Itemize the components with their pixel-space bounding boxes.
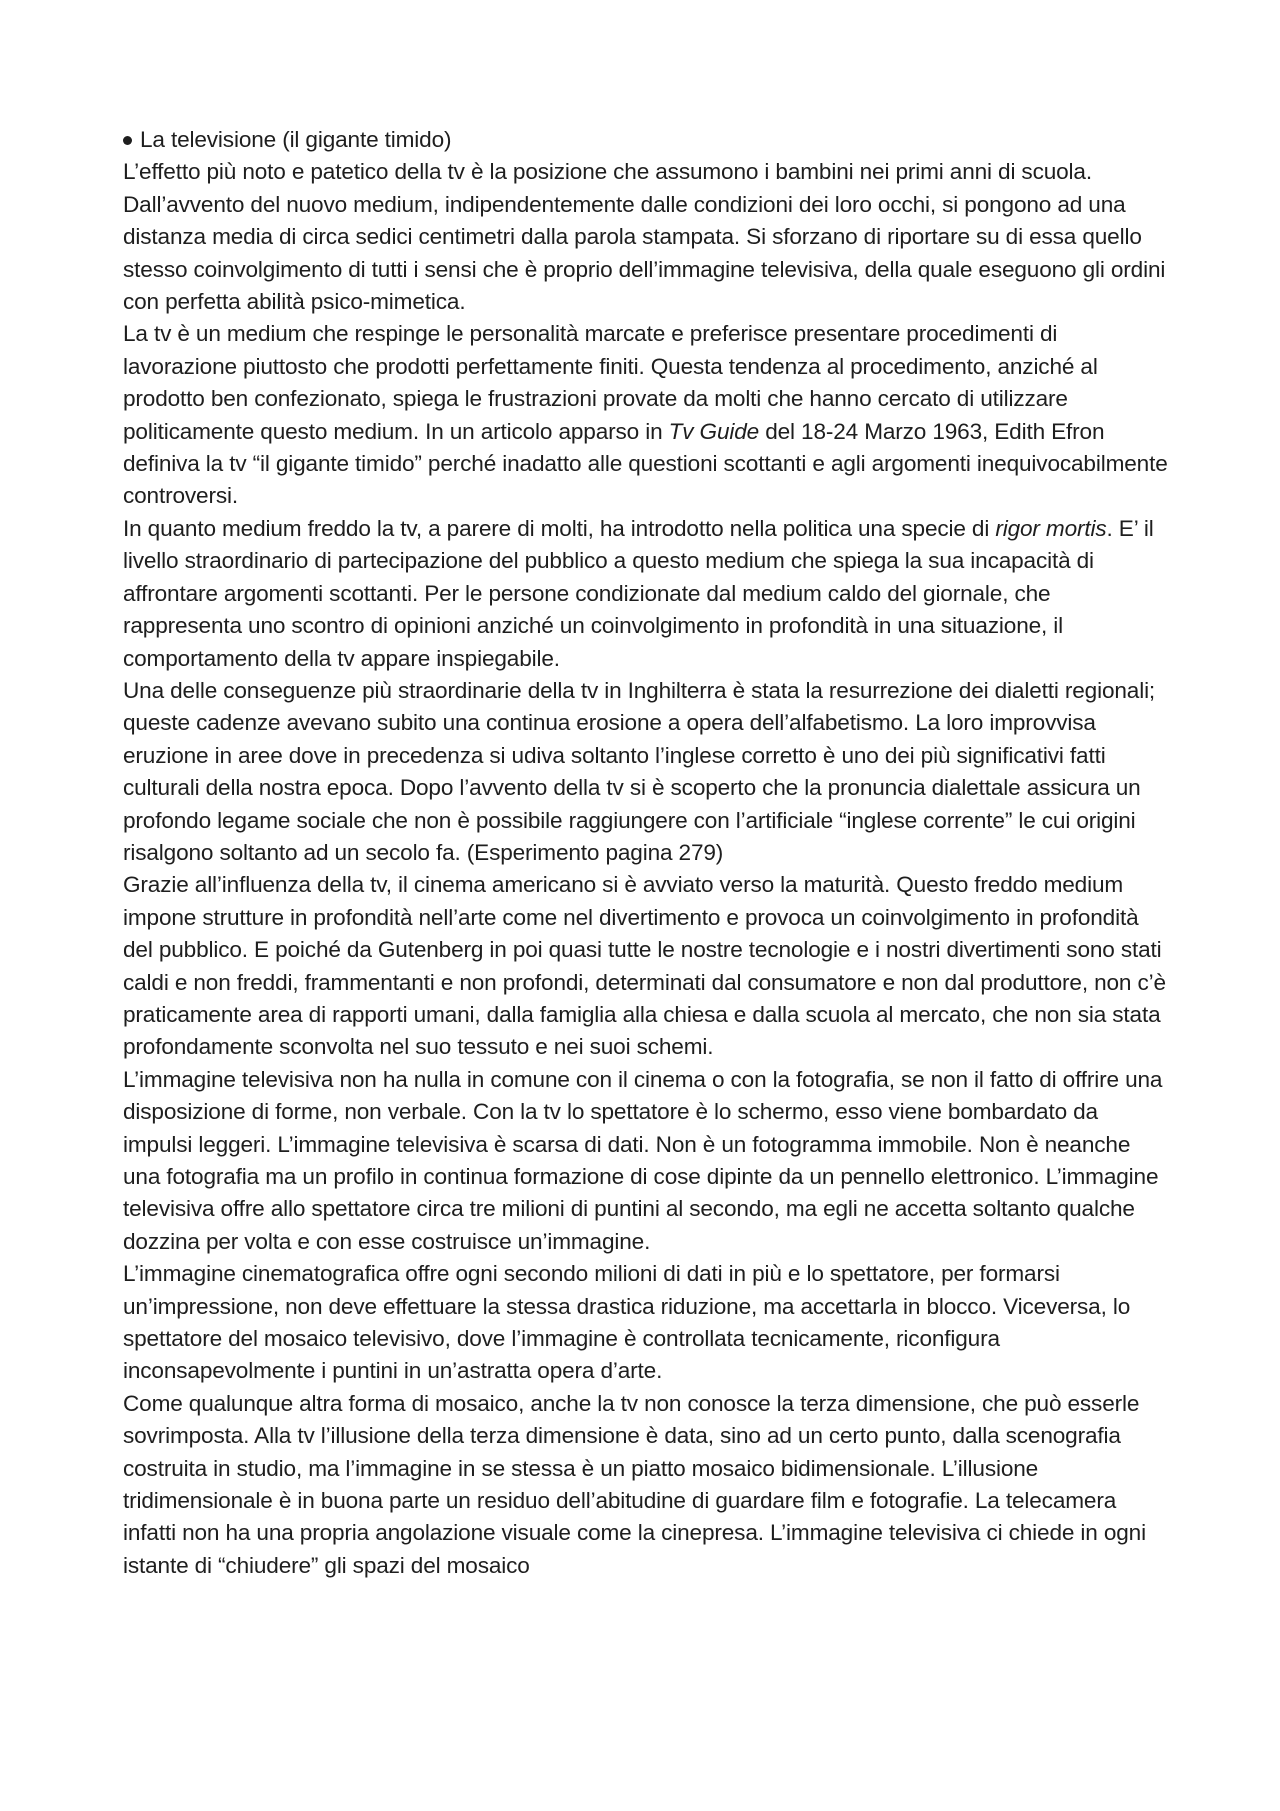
paragraph-2 (123, 318, 1171, 512)
bullet-icon (123, 136, 132, 145)
paragraph-2-text-b: del 18-24 Marzo 1963, Edith Efron definiva la tv “il gigante timido” perché inadatto alle questioni scottanti e agli argomenti inequivocabilmente controversi. (123, 418, 1168, 509)
paragraph-3-text-a: In quanto medium freddo la tv, a parere di molti, ha introdotto nella politica una specie di (123, 515, 996, 541)
paragraph-7: L’immagine cinematografica offre ogni secondo milioni di dati in più e lo spettatore, per formarsi un’impressione, non deve effettuare la stessa drastica riduzione, ma accettarla in blocco. Viceversa, lo spettatore del mosaico televisivo, dove l’immagine è controllata tecnicamente, riconfigura inconsapevolmente i puntini in un’astratta opera d’arte. (123, 1261, 1131, 1384)
paragraph-5: Grazie all’influenza della tv, il cinema americano si è avviato verso la maturità. Questo freddo medium impone strutture in profondità nell’arte come nel divertimento e provoca un coinvolgimento in profondità del pubblico. E poiché da Gutenberg in poi quasi tutte le nostre tecnologie e i nostri divertimenti sono stati caldi e non freddi, frammentanti e non profondi, determinati dal consumatore e non dal produttore, non c’è praticamente area di rapporti umani, dalla famiglia alla chiesa e dalla scuola al mercato, che non sia stata profondamente sconvolta nel suo tessuto e nei suoi schemi. (123, 872, 1166, 1060)
section-heading (123, 124, 1171, 156)
document-page (123, 124, 1171, 1582)
paragraph-3-text-b: . E’ il livello straordinario di partecipazione del pubblico a questo medium che spiega la sua incapacità di affrontare argomenti scottanti. Per le persone condizionate dal medium caldo del giornale, che rappresenta uno scontro di opinioni anziché un coinvolgimento in profondità in una situazione, il comportamento della tv appare inspiegabile. (123, 515, 1154, 671)
section-heading-text: La televisione (il gigante timido) (140, 127, 452, 152)
paragraph-1: L’effetto più noto e patetico della tv è la posizione che assumono i bambini nei primi anni di scuola. Dall’avvento del nuovo medium, indipendentemente dalle condizioni dei loro occhi, si pongono ad una distanza media di circa sedici centimetri dalla parola stampata. Si sforzano di riportare su di essa quello stesso coinvolgimento di tutti i sensi che è proprio dell’immagine televisiva, della quale eseguono gli ordini con perfetta abilità psico-mimetica. (123, 159, 1166, 315)
paragraph-2-text-a: La tv è un medium che respinge le personalità marcate e preferisce presentare procedimenti di lavorazione piuttosto che prodotti perfettamente finiti. Questa tendenza al procedimento, anziché al prodotto ben confezionato, spiega le frustrazioni provate da molti che hanno cercato di utilizzare politicamente questo medium. In un articolo apparso in (123, 321, 1098, 444)
paragraph-4: Una delle conseguenze più straordinarie della tv in Inghilterra è stata la resurrezione dei dialetti regionali; queste cadenze avevano subito una continua erosione a opera dell’alfabetismo. La loro improvvisa eruzione in aree dove in precedenza si udiva soltanto l’inglese corretto è uno dei più significativi fatti culturali della nostra epoca. Dopo l’avvento della tv si è scoperto che la pronuncia dialettale assicura un profondo legame sociale che non è possibile raggiungere con l’artificiale “inglese corrente” le cui origini risalgono soltanto ad un secolo fa. (Esperimento pagina 279) (123, 677, 1156, 865)
latin-term: rigor mortis (995, 515, 1107, 541)
publication-title: Tv Guide (668, 418, 760, 444)
paragraph-6: L’immagine televisiva non ha nulla in comune con il cinema o con la fotografia, se non il fatto di offrire una disposizione di forme, non verbale. Con la tv lo spettatore è lo schermo, esso viene bombardato da impulsi leggeri. L’immagine televisiva è scarsa di dati. Non è un fotogramma immobile. Non è neanche una fotografia ma un profilo in continua formazione di cose dipinte da un pennello elettronico. L’immagine televisiva offre allo spettatore circa tre milioni di puntini al secondo, ma egli ne accetta soltanto qualche dozzina per volta e con esse costruisce un’immagine. (123, 1066, 1163, 1254)
paragraph-3 (123, 513, 1171, 675)
paragraph-8: Come qualunque altra forma di mosaico, anche la tv non conosce la terza dimensione, che può esserle sovrimposta. Alla tv l’illusione della terza dimensione è data, sino ad un certo punto, dalla scenografia costruita in studio, ma l’immagine in se stessa è un piatto mosaico bidimensionale. L’illusione tridimensionale è in buona parte un residuo dell’abitudine di guardare film e fotografie. La telecamera infatti non ha una propria angolazione visuale come la cinepresa. L’immagine televisiva ci chiede in ogni istante di “chiudere” gli spazi del mosaico (123, 1390, 1146, 1578)
